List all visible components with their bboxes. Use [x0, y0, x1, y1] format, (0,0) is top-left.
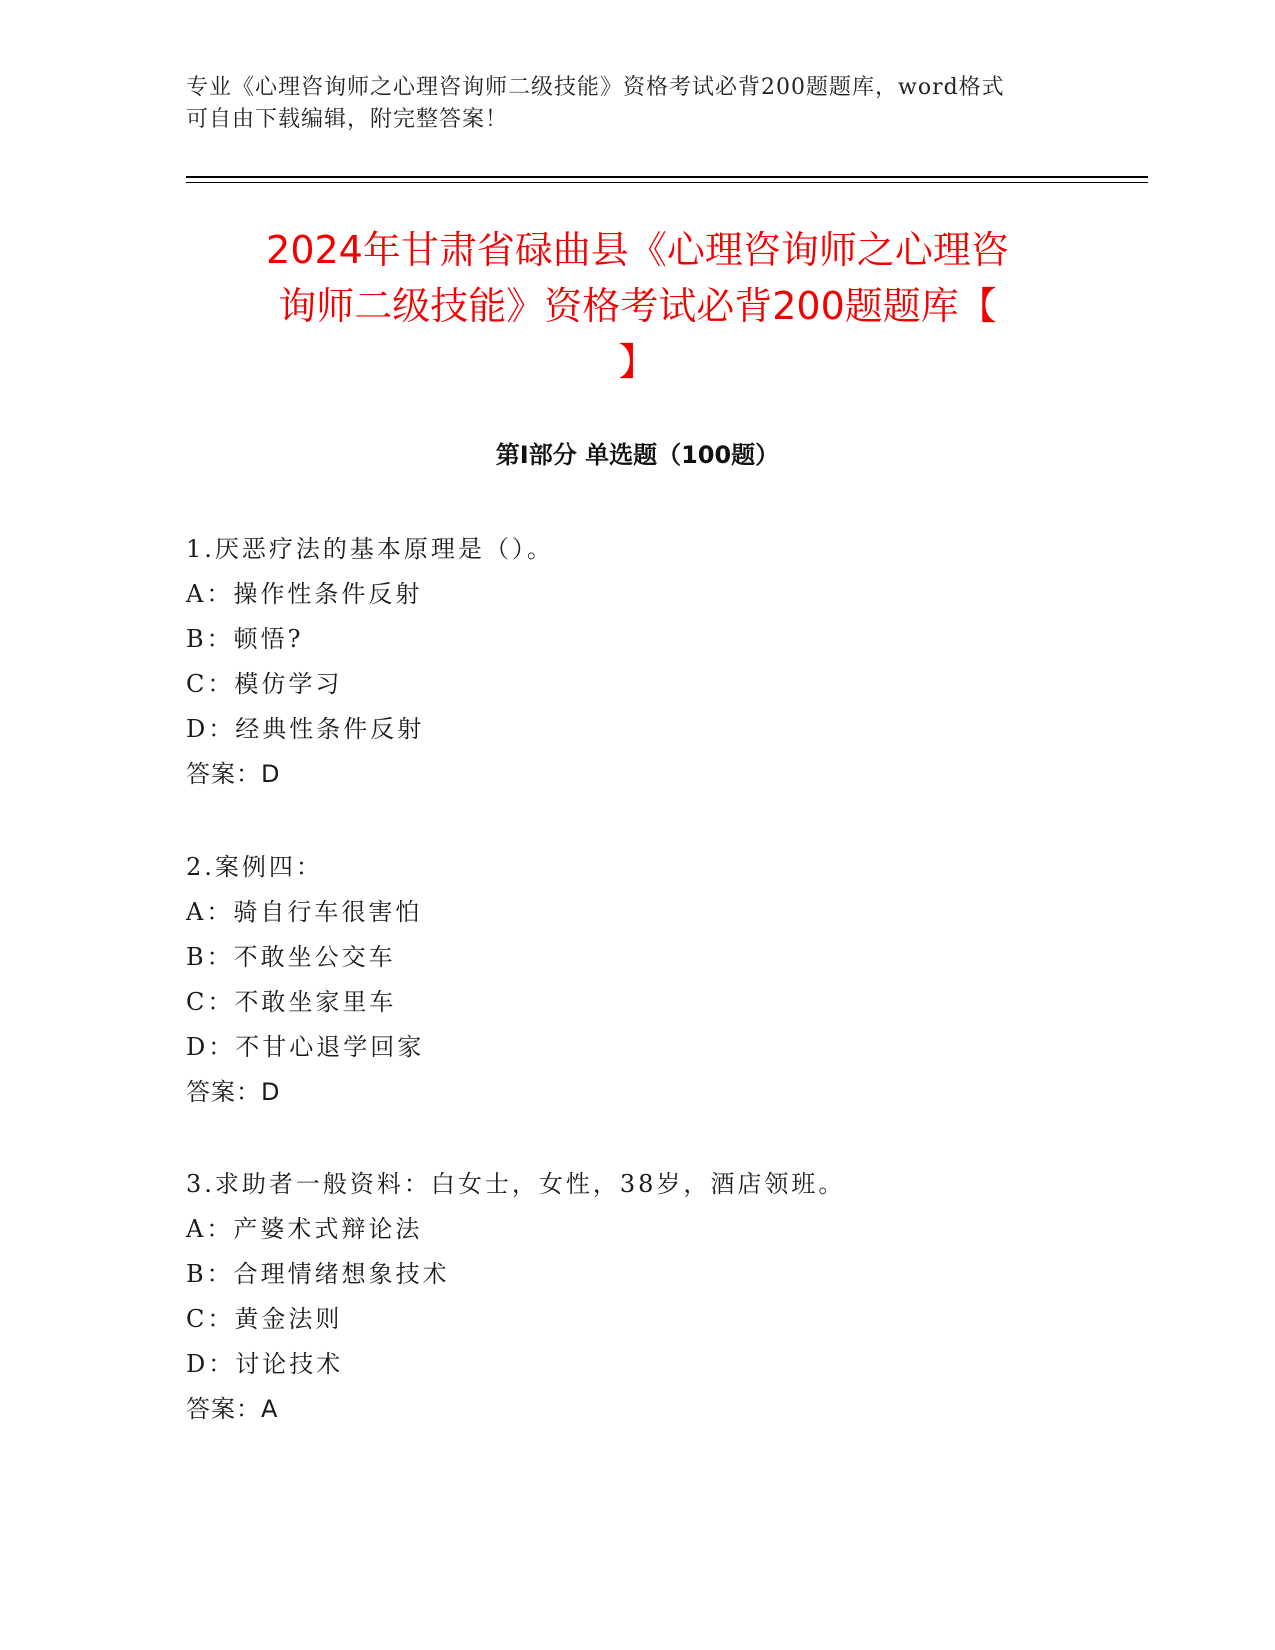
- option-b: B：顿悟?: [186, 625, 304, 653]
- option-a: A：产婆术式辩论法: [186, 1215, 423, 1243]
- document-title-line-3: 】: [618, 340, 657, 384]
- option-c: C：模仿学习: [186, 670, 343, 698]
- header-note-line-2: 可自由下载编辑，附完整答案！: [186, 107, 509, 132]
- document-title: [180, 222, 1095, 390]
- option-c: C：不敢坐家里车: [186, 988, 397, 1016]
- answer: 答案：A: [186, 1395, 279, 1423]
- header-note-line-1: 专业《心理咨询师之心理咨询师二级技能》资格考试必背200题题库，word格式: [186, 75, 1005, 100]
- question-stem: 1.厌恶疗法的基本原理是（）。: [186, 535, 554, 563]
- option-a: A：操作性条件反射: [186, 580, 423, 608]
- option-b: B：不敢坐公交车: [186, 943, 396, 971]
- question-1: [186, 527, 1086, 797]
- document-title-line-2: 询师二级技能》资格考试必背200题题库【: [278, 284, 997, 328]
- question-2: [186, 845, 1086, 1115]
- option-a: A：骑自行车很害怕: [186, 898, 423, 926]
- header-note: [186, 72, 1066, 136]
- option-d: D：不甘心退学回家: [186, 1033, 425, 1061]
- section-title: 第Ⅰ部分 单选题（100题）: [495, 441, 780, 469]
- header-divider-thin: [186, 182, 1148, 183]
- option-b: B：合理情绪想象技术: [186, 1260, 450, 1288]
- header-divider-thick: [186, 176, 1148, 178]
- option-d: D：讨论技术: [186, 1350, 344, 1378]
- document-title-line-1: 2024年甘肃省碌曲县《心理咨询师之心理咨: [266, 228, 1009, 272]
- answer: 答案：D: [186, 1078, 281, 1106]
- option-d: D：经典性条件反射: [186, 715, 425, 743]
- question-stem: 2.案例四：: [186, 853, 323, 881]
- option-c: C：黄金法则: [186, 1305, 343, 1333]
- question-3: [186, 1162, 1086, 1432]
- question-stem: 3.求助者一般资料：白女士，女性，38岁，酒店领班。: [186, 1170, 846, 1198]
- answer: 答案：D: [186, 760, 281, 788]
